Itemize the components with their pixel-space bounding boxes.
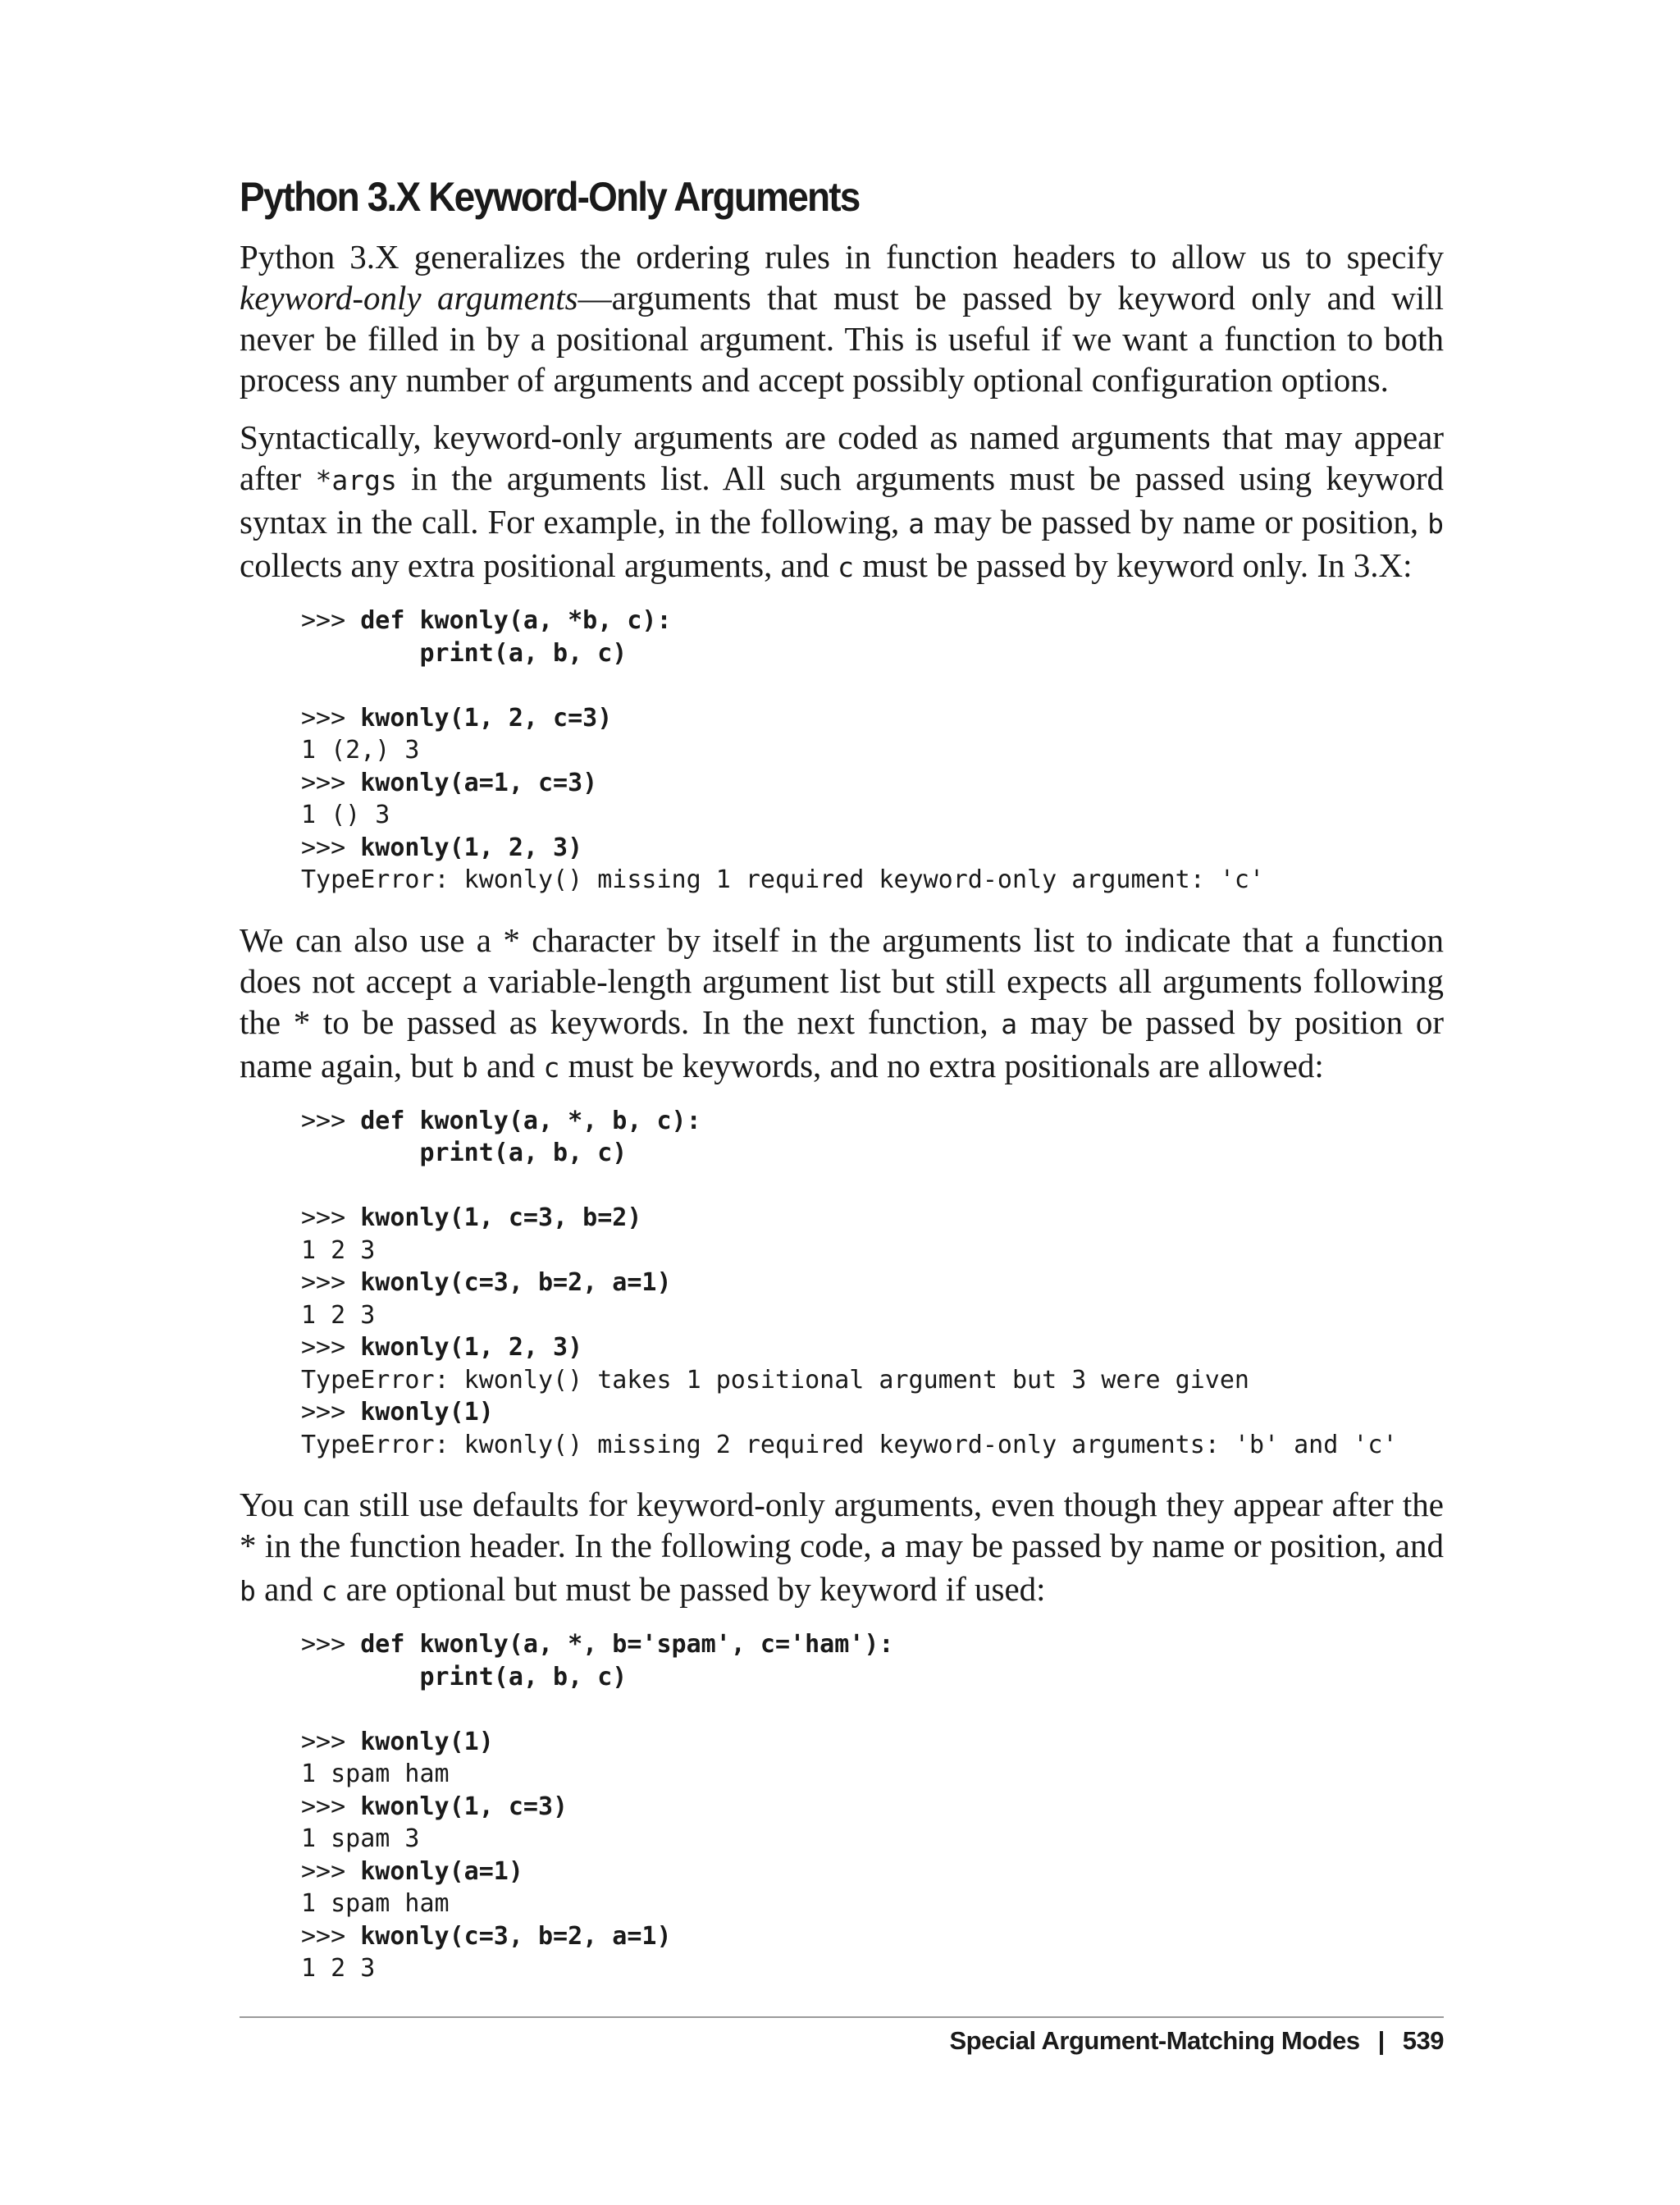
p2-text-4: collects any extra positional arguments, and: [240, 546, 838, 584]
prompt: >>>: [301, 1856, 361, 1886]
code-input: kwonly(1): [360, 1398, 494, 1427]
p1-text-2: —arguments that must be passed by keyword only and will never be filled in by a positional argument. This is useful if we want a function to both process any number of arguments and accept possibly optional configuration options.: [240, 279, 1444, 399]
code-input: kwonly(1, c=3, b=2): [360, 1203, 642, 1232]
p4-code-a: a: [880, 1532, 897, 1564]
p1-emphasis: keyword-only arguments: [240, 279, 578, 317]
p3-code-c: c: [543, 1051, 560, 1084]
code-output: TypeError: kwonly() takes 1 positional argument but 3 were given: [301, 1365, 1249, 1395]
code-output: 1 2 3: [301, 1235, 376, 1265]
code-input: def kwonly(a, *, b='spam', c='ham'):: [360, 1630, 894, 1659]
footer-separator: |: [1377, 2026, 1385, 2055]
code-output: 1 () 3: [301, 801, 390, 829]
p3-code-a: a: [1001, 1007, 1018, 1040]
p3-text-3: and: [477, 1046, 544, 1084]
code-output: TypeError: kwonly() missing 2 required keyword-only arguments: 'b' and 'c': [301, 1430, 1398, 1459]
prompt: >>>: [301, 1398, 361, 1427]
p2-code-args: *args: [315, 464, 397, 496]
p3-text-2: may be passed by position or name again, but: [240, 1002, 1444, 1084]
code-input: def kwonly(a, *, b, c):: [360, 1106, 701, 1135]
paragraph-3: [240, 920, 1444, 1089]
code-block-1: [301, 605, 1444, 897]
code-input: kwonly(1): [360, 1727, 494, 1756]
prompt: >>>: [301, 1268, 361, 1297]
p2-code-a: a: [908, 508, 925, 540]
p4-text-3: and: [255, 1570, 322, 1608]
p3-text-4: must be keywords, and no extra positionals are allowed:: [559, 1046, 1324, 1084]
code-output: 1 spam 3: [301, 1824, 420, 1853]
code-output: 1 spam ham: [301, 1760, 450, 1788]
page-number: 539: [1402, 2026, 1444, 2055]
code-input: kwonly(a=1, c=3): [360, 768, 598, 797]
code-output: 1 2 3: [301, 1300, 376, 1330]
p4-code-c: c: [321, 1575, 338, 1607]
code-input: kwonly(1, 2, 3): [360, 833, 583, 862]
prompt: >>>: [301, 1106, 361, 1135]
code-input: kwonly(c=3, b=2, a=1): [360, 1268, 672, 1297]
prompt: >>>: [301, 703, 361, 733]
prompt: >>>: [301, 1203, 361, 1232]
code-output: 1 spam ham: [301, 1889, 450, 1918]
prompt: >>>: [301, 833, 361, 862]
p4-code-b: b: [240, 1575, 256, 1607]
prompt: >>>: [301, 1333, 361, 1362]
footer-divider: [240, 2016, 1444, 2018]
code-input: kwonly(1, 2, 3): [360, 1333, 583, 1362]
section-title: Python 3.X Keyword-Only Arguments: [240, 174, 860, 220]
code-block-2: [301, 1105, 1444, 1462]
p4-text-2: may be passed by name or position, and: [896, 1527, 1444, 1564]
p4-text-1: You can still use defaults for keyword-only arguments, even though they appear after the * in the function header. In the following code,: [240, 1486, 1444, 1564]
p2-text-5: must be passed by keyword only. In 3.X:: [853, 546, 1413, 584]
code-block-3: [301, 1628, 1444, 1985]
code-input: def kwonly(a, *b, c):: [360, 606, 672, 635]
code-input: print(a, b, c): [301, 638, 628, 668]
prompt: >>>: [301, 1630, 361, 1659]
p2-code-c: c: [838, 551, 854, 583]
prompt: >>>: [301, 1921, 361, 1951]
p3-code-b: b: [461, 1051, 478, 1084]
page-footer: [950, 2026, 1445, 2056]
p2-text-2: in the arguments list. All such arguments must be passed using keyword syntax in the call. For example, in the following,: [240, 459, 1444, 541]
prompt: >>>: [301, 606, 361, 635]
footer-section-title: Special Argument-Matching Modes: [949, 2026, 1360, 2055]
code-input: print(a, b, c): [301, 1139, 628, 1167]
page-content: [240, 172, 1444, 2008]
paragraph-2: [240, 417, 1444, 588]
p2-text-1: Syntactically, keyword-only arguments are coded as named arguments that may appear after: [240, 418, 1444, 497]
code-output: 1 (2,) 3: [301, 736, 420, 765]
p4-text-4: are optional but must be passed by keyword if used:: [337, 1570, 1046, 1608]
prompt: >>>: [301, 1727, 361, 1756]
code-input: print(a, b, c): [301, 1662, 628, 1691]
paragraph-1: [240, 236, 1444, 400]
code-input: kwonly(a=1): [360, 1856, 523, 1886]
code-input: kwonly(1, 2, c=3): [360, 703, 613, 733]
code-input: kwonly(1, c=3): [360, 1792, 568, 1821]
p3-text-1: We can also use a * character by itself in the arguments list to indicate that a function does not accept a variable-length argument list but still expects all arguments following the * to be passed as keywords. In the next function,: [240, 920, 1444, 1041]
prompt: >>>: [301, 1792, 361, 1821]
prompt: >>>: [301, 768, 361, 797]
p2-text-3: may be passed by name or position,: [924, 503, 1428, 541]
paragraph-4: [240, 1484, 1444, 1612]
code-output: 1 2 3: [301, 1954, 376, 1983]
p1-text-1: Python 3.X generalizes the ordering rules in function headers to allow us to specify: [240, 238, 1444, 276]
code-output: TypeError: kwonly() missing 1 required keyword-only argument: 'c': [301, 865, 1264, 894]
p2-code-b: b: [1427, 508, 1444, 540]
code-input: kwonly(c=3, b=2, a=1): [360, 1921, 672, 1951]
